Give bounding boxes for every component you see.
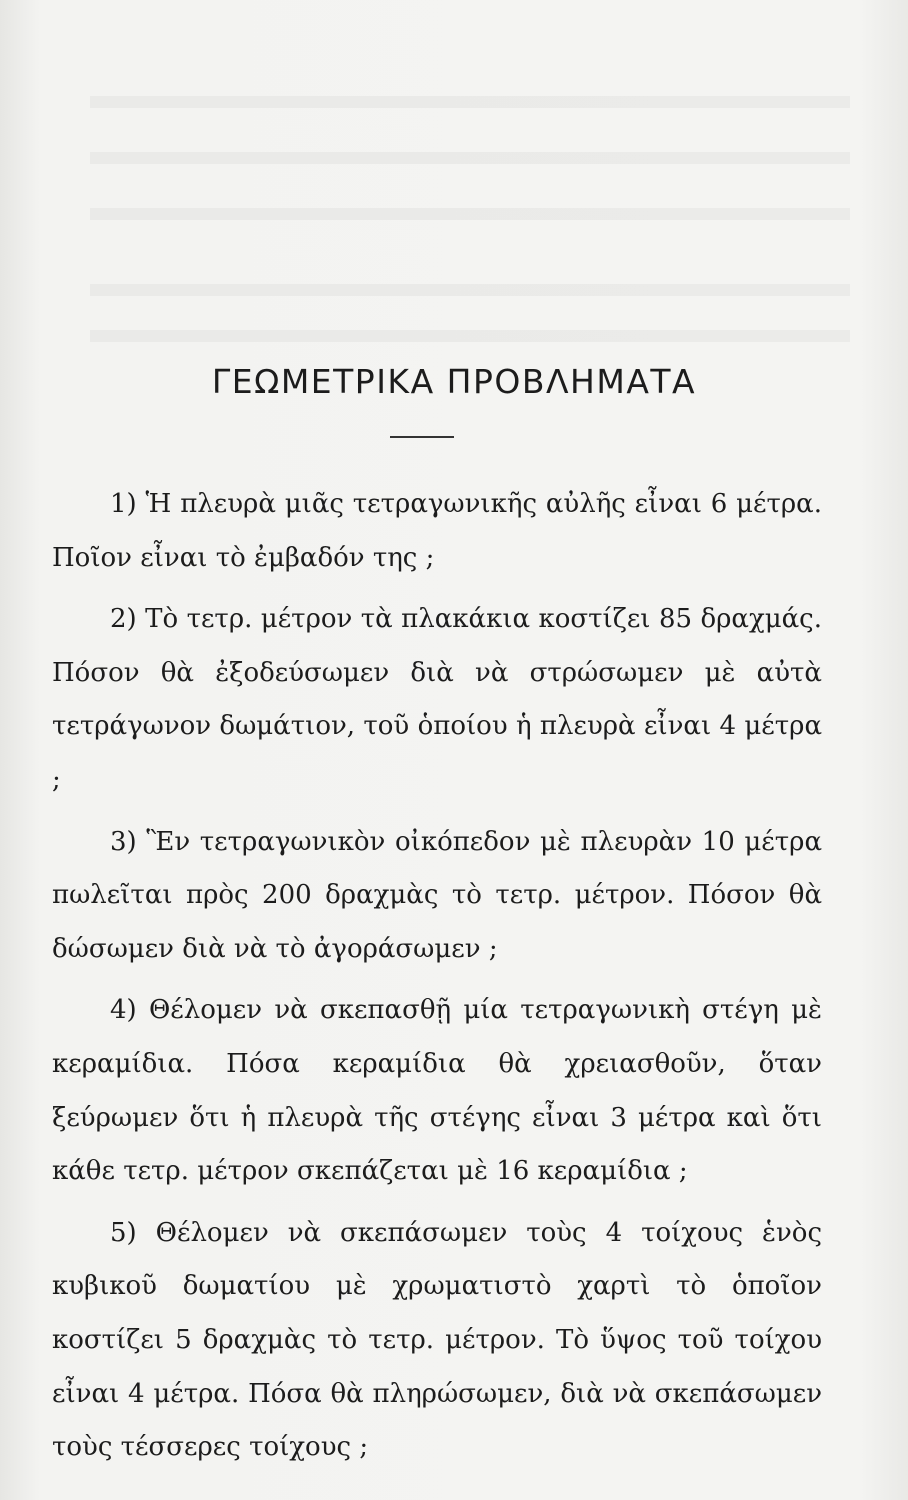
problem-item <box>52 984 822 1198</box>
problem-text: Ἡ πλευρὰ μιᾶς τετραγωνικῆς αὐλῆς εἶναι 6 μέτρα. Ποῖον εἶναι τὸ ἐμβαδόν της ; <box>52 489 823 573</box>
problem-number: 2) <box>110 604 137 635</box>
problem-number: 1) <box>110 489 137 519</box>
bleed-through-line <box>90 208 850 220</box>
problem-item <box>52 1207 822 1475</box>
problem-text: Θέλομεν νὰ σκεπάσωμεν τοὺς 4 τοίχους ἑνὸς κυβικοῦ δωματίου μὲ χρωματιστὸ χαρτὶ τὸ ὁποῖον κοστίζει 5 δραχμὰς τὸ τετρ. μέτρον. Τὸ ὕψος τοῦ τοίχου εἶναι 4 μέτρα. Πόσα θὰ πληρώσωμεν, διὰ νὰ σκεπάσωμεν τοὺς τέσσερες τοίχους ; <box>52 1217 823 1463</box>
problem-item <box>52 593 822 807</box>
problem-text: Ἓν τετραγωνικὸν οἰκόπεδον μὲ πλευρὰν 10 μέτρα πωλεῖται πρὸς 200 δραχμὰς τὸ τετρ. μέτρον. Πόσον θὰ δώσωμεν διὰ νὰ τὸ ἀγοράσωμεν ; <box>52 826 823 964</box>
bleed-through-line <box>90 330 850 342</box>
problem-item <box>52 816 822 977</box>
bleed-through-line <box>90 96 850 108</box>
problem-text: Τὸ τετρ. μέτρον τὰ πλακάκια κοστίζει 85 δραχμάς. Πόσον θὰ ἐξοδεύσωμεν διὰ νὰ στρώσωμεν μὲ αὐτὰ τετράγωνον δωμάτιον, τοῦ ὁποίου ἡ πλευρὰ εἶναι 4 μέτρα ; <box>52 604 823 795</box>
bleed-through-line <box>90 152 850 164</box>
title-rule <box>390 436 454 438</box>
problem-text: Θέλομεν νὰ σκεπασθῇ μία τετραγωνικὴ στέγη μὲ κεραμίδια. Πόσα κεραμίδια θὰ χρειασθοῦν, ὅταν ξεύρωμεν ὅτι ἡ πλευρὰ τῆς στέγης εἶναι 3 μέτρα καὶ ὅτι κάθε τετρ. μέτρον σκεπάζεται μὲ 16 κεραμίδια ; <box>52 995 823 1187</box>
bleed-through-line <box>90 284 850 296</box>
problem-number: 3) <box>110 826 137 857</box>
problem-item <box>52 478 822 585</box>
problem-number: 4) <box>110 995 137 1026</box>
problem-number: 5) <box>110 1217 137 1248</box>
problem-list <box>52 478 822 1475</box>
page-title: ΓΕΩΜΕΤΡΙΚΑ ΠΡΟΒΛΗΜΑΤΑ <box>211 362 697 401</box>
